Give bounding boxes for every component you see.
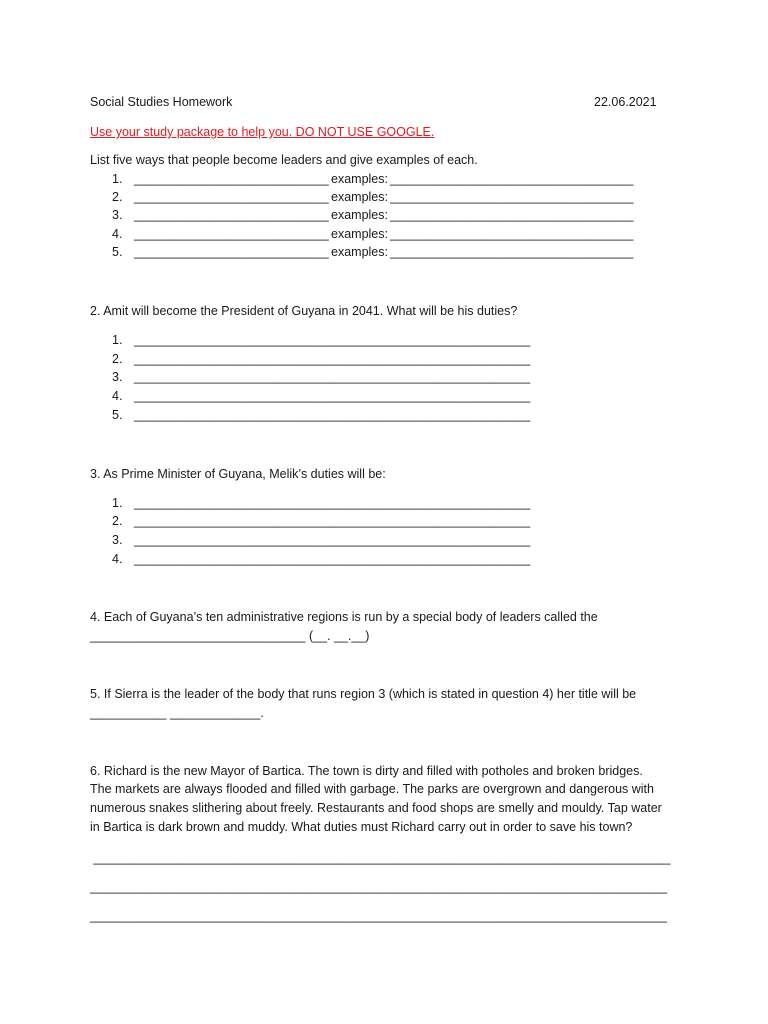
q1-way-blank[interactable]: ____________________________: [134, 245, 329, 259]
q3-answer-blank[interactable]: _________________________________________________________: [134, 514, 531, 528]
q5-prompt: 5. If Sierra is the leader of the body that runs region 3 (which is stated in question 4) her title will be: [90, 687, 637, 701]
q2-answer-blank[interactable]: _________________________________________________________: [134, 333, 531, 347]
q4-answer-blank[interactable]: _______________________________ (__. __.__): [90, 629, 370, 643]
q1-way-blank[interactable]: ____________________________: [134, 172, 329, 186]
q6-prompt-line: The markets are always flooded and filled with garbage. The parks are overgrown and dangerous with: [90, 782, 654, 796]
q1-examples-blank[interactable]: ___________________________________: [390, 172, 634, 186]
warning-instruction: Use your study package to help you. DO NOT USE GOOGLE.: [90, 125, 435, 139]
q1-item-number: 5.: [112, 245, 123, 259]
q1-prompt: List five ways that people become leaders and give examples of each.: [90, 153, 478, 167]
q2-answer-blank[interactable]: _________________________________________________________: [134, 352, 531, 366]
q2-answer-blank[interactable]: _________________________________________________________: [134, 408, 531, 422]
q1-way-blank[interactable]: ____________________________: [134, 227, 329, 241]
q2-prompt: 2. Amit will become the President of Guyana in 2041. What will be his duties?: [90, 304, 518, 318]
q3-item-number: 3.: [112, 533, 123, 547]
q6-prompt-line: in Bartica is dark brown and muddy. What duties must Richard carry out in order to save his town?: [90, 820, 633, 834]
q3-answer-blank[interactable]: _________________________________________________________: [134, 552, 531, 566]
q2-item-number: 4.: [112, 389, 123, 403]
q2-answer-blank[interactable]: _________________________________________________________: [134, 389, 531, 403]
q1-item-number: 4.: [112, 227, 123, 241]
q6-answer-blank[interactable]: ___________________________________________________________________________________: [90, 851, 671, 865]
q3-answer-blank[interactable]: _________________________________________________________: [134, 496, 531, 510]
q1-examples-label: examples:: [331, 190, 388, 204]
q3-answer-blank[interactable]: _________________________________________________________: [134, 533, 531, 547]
q6-answer-blank[interactable]: ___________________________________________________________________________________: [90, 880, 668, 894]
q1-way-blank[interactable]: ____________________________: [134, 190, 329, 204]
q3-item-number: 2.: [112, 514, 123, 528]
q2-answer-blank[interactable]: _________________________________________________________: [134, 370, 531, 384]
q3-item-number: 1.: [112, 496, 123, 510]
q2-item-number: 1.: [112, 333, 123, 347]
q2-item-number: 2.: [112, 352, 123, 366]
q1-examples-label: examples:: [331, 227, 388, 241]
q6-prompt-line: 6. Richard is the new Mayor of Bartica. The town is dirty and filled with potholes and broken bridges.: [90, 764, 643, 778]
q3-item-number: 4.: [112, 552, 123, 566]
q1-examples-blank[interactable]: ___________________________________: [390, 227, 634, 241]
q2-item-number: 5.: [112, 408, 123, 422]
homework-title: Social Studies Homework: [90, 95, 233, 109]
q1-examples-blank[interactable]: ___________________________________: [390, 245, 634, 259]
q2-item-number: 3.: [112, 370, 123, 384]
q1-item-number: 1.: [112, 172, 123, 186]
q1-examples-label: examples:: [331, 245, 388, 259]
q1-item-number: 2.: [112, 190, 123, 204]
q5-answer-blank[interactable]: ___________ _____________.: [90, 706, 264, 720]
q6-answer-blank[interactable]: ___________________________________________________________________________________: [90, 909, 668, 923]
q4-prompt: 4. Each of Guyana’s ten administrative regions is run by a special body of leaders called the: [90, 610, 598, 624]
q1-way-blank[interactable]: ____________________________: [134, 208, 329, 222]
q1-examples-label: examples:: [331, 172, 388, 186]
q1-examples-blank[interactable]: ___________________________________: [390, 208, 634, 222]
homework-date: 22.06.2021: [594, 95, 657, 109]
q6-prompt-line: numerous snakes slithering about freely. Restaurants and food shops are smelly and mouldy. Tap water: [90, 801, 662, 815]
q1-item-number: 3.: [112, 208, 123, 222]
q1-examples-label: examples:: [331, 208, 388, 222]
q1-examples-blank[interactable]: ___________________________________: [390, 190, 634, 204]
q3-prompt: 3. As Prime Minister of Guyana, Melik’s duties will be:: [90, 467, 386, 481]
